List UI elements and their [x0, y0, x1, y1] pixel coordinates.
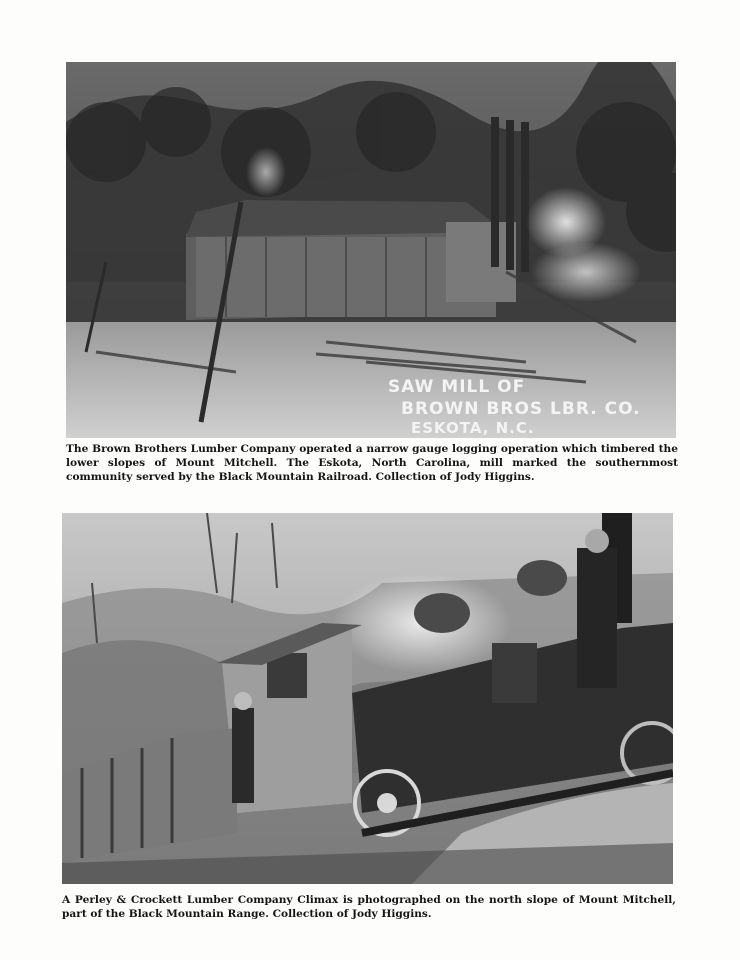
- locomotive-photo: [62, 513, 673, 884]
- locomotive-photo-illustration: [62, 513, 673, 884]
- locomotive-caption: A Perley & Crockett Lumber Company Climax is photographed on the north slope of Mount Mitchell, part of the Black Mountain Range. Collection of Jody Higgins.: [62, 894, 676, 920]
- inscription-line-3: ESKOTA, N.C.: [411, 419, 535, 437]
- inscription-line-1: SAW MILL OF: [388, 377, 526, 397]
- sawmill-photo: [66, 62, 676, 438]
- sawmill-photo-illustration: [66, 62, 676, 438]
- sawmill-caption: The Brown Brothers Lumber Company operated a narrow gauge logging operation which timbered the lower slopes of Mount Mitchell. The Eskota, North Carolina, mill marked the southernmost community served by the Black Mountain Railroad. Collection of Jody Higgins.: [66, 443, 678, 483]
- inscription-line-2: BROWN BROS LBR. CO.: [401, 399, 641, 419]
